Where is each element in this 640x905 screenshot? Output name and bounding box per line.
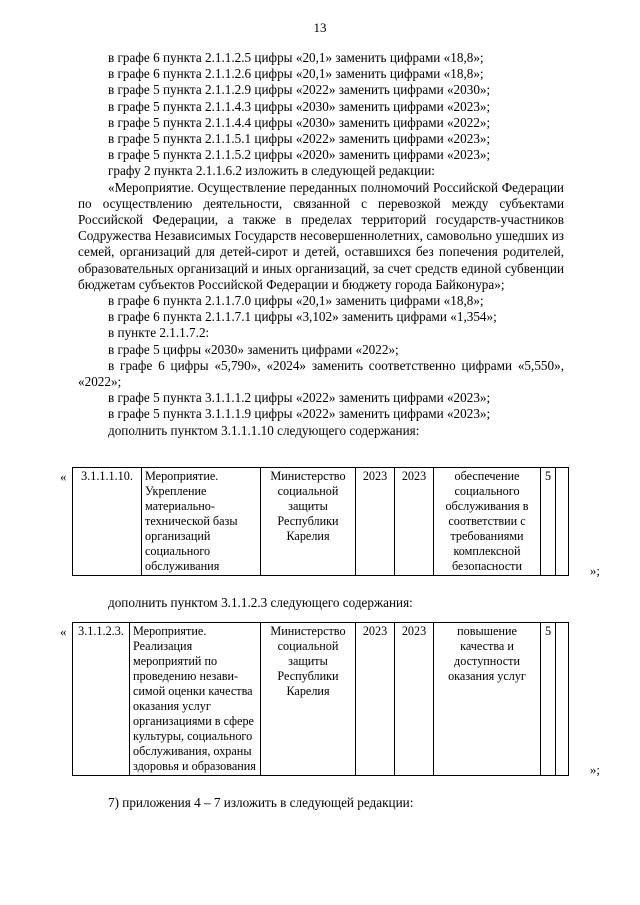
amendment-line: в пункте 2.1.1.7.2:	[108, 325, 210, 341]
insert-table-1	[72, 467, 569, 576]
amendment-line: в графе 6 пункта 2.1.1.7.0 цифры «20,1» заменить цифрами «18,8»;	[108, 293, 484, 309]
cell-result: повышение качества и доступности оказания услуг	[434, 623, 541, 776]
quote-close: »;	[589, 762, 600, 777]
quoted-paragraph: «Мероприятие. Осуществление переданных полномочий Российской Федерации по осуществлению деятельности, связанной с перевозкой между субъектами Российской Федерации, а также в пределах территорий государств-участников Содружества Независимых Государств несовершеннолетних, самовольно ушедших из семей, организаций для детей-сирот и детей, оставшихся без попечения родителей, образовательных организаций и иных организаций, за счет средств единой субвенции бюджетам субъектов Российской Федерации и бюджету города Байконура»;	[78, 179, 564, 292]
quote-close: »;	[589, 563, 600, 578]
amendment-line: графу 2 пункта 2.1.1.6.2 изложить в следующей редакции:	[108, 163, 435, 179]
cell-year-end: 2023	[395, 623, 434, 776]
cell-empty	[556, 623, 569, 776]
amendment-line: в графе 5 пункта 3.1.1.1.9 цифры «2022» заменить цифрами «2023»;	[108, 406, 491, 422]
page-number: 13	[313, 20, 327, 35]
insert-table-1-wrap	[60, 467, 600, 579]
table-row	[73, 623, 569, 776]
amendment-line: в графе 5 пункта 2.1.1.4.3 цифры «2030» заменить цифрами «2023»;	[108, 98, 491, 114]
amendment-line: в графе 5 пункта 2.1.1.4.4 цифры «2030» заменить цифрами «2022»;	[108, 114, 491, 130]
amendment-paragraph: в графе 6 цифры «5,790», «2024» заменить соответственно цифрами «5,550», «2022»;	[78, 357, 564, 390]
amendment-line: в графе 5 пункта 2.1.1.5.1 цифры «2022» заменить цифрами «2023»;	[108, 131, 491, 147]
cell-column-5: 5	[541, 623, 556, 776]
cell-number: 3.1.1.2.3.	[73, 623, 130, 776]
cell-number: 3.1.1.1.10.	[73, 468, 142, 576]
cell-year-end: 2023	[395, 468, 434, 576]
cell-column-5: 5	[541, 468, 556, 576]
amendment-line: в графе 5 пункта 2.1.1.5.2 цифры «2020» заменить цифрами «2023»;	[108, 147, 491, 163]
amendment-line: дополнить пунктом 3.1.1.1.10 следующего содержания:	[108, 422, 420, 438]
cell-title: Мероприятие. Укрепление материально-технической базы организаций социального обслуживания	[142, 468, 261, 576]
amendments-block	[78, 50, 564, 439]
amendment-line: в графе 5 цифры «2030» заменить цифрами «2022»;	[108, 341, 399, 357]
quote-open: «	[60, 469, 67, 484]
cell-title: Мероприятие. Реализация мероприятий по проведению незави-симой оценки качества оказания услуг организациями в сфере культуры, социального обслуживания, охраны здоровья и образования	[130, 623, 261, 776]
insert-table-2-wrap	[60, 622, 600, 777]
amendment-line: в графе 6 пункта 2.1.1.7.1 цифры «3,102» заменить цифрами «1,354»;	[108, 309, 497, 325]
amendment-line: в графе 5 пункта 3.1.1.1.2 цифры «2022» заменить цифрами «2023»;	[108, 390, 491, 406]
cell-result: обеспечение социального обслуживания в соответствии с требованиями комплексной безопасности	[434, 468, 541, 576]
cell-org: Министерство социальной защиты Республики Карелия	[261, 623, 356, 776]
cell-empty	[556, 468, 569, 576]
amendment-line: в графе 6 пункта 2.1.1.2.5 цифры «20,1» заменить цифрами «18,8»;	[108, 50, 484, 65]
insert-table-2	[72, 622, 569, 776]
amendment-line: 7) приложения 4 – 7 изложить в следующей редакции:	[108, 795, 414, 810]
quote-open: «	[60, 624, 67, 639]
amendment-line: в графе 6 пункта 2.1.1.2.6 цифры «20,1» заменить цифрами «18,8»;	[108, 66, 484, 82]
table-row	[73, 468, 569, 576]
cell-org: Министерство социальной защиты Республики Карелия	[261, 468, 356, 576]
cell-year-start: 2023	[356, 468, 395, 576]
cell-year-start: 2023	[356, 623, 395, 776]
amendment-line: дополнить пунктом 3.1.1.2.3 следующего содержания:	[108, 595, 413, 610]
amendment-line: в графе 5 пункта 2.1.1.2.9 цифры «2022» заменить цифрами «2030»;	[108, 82, 491, 98]
